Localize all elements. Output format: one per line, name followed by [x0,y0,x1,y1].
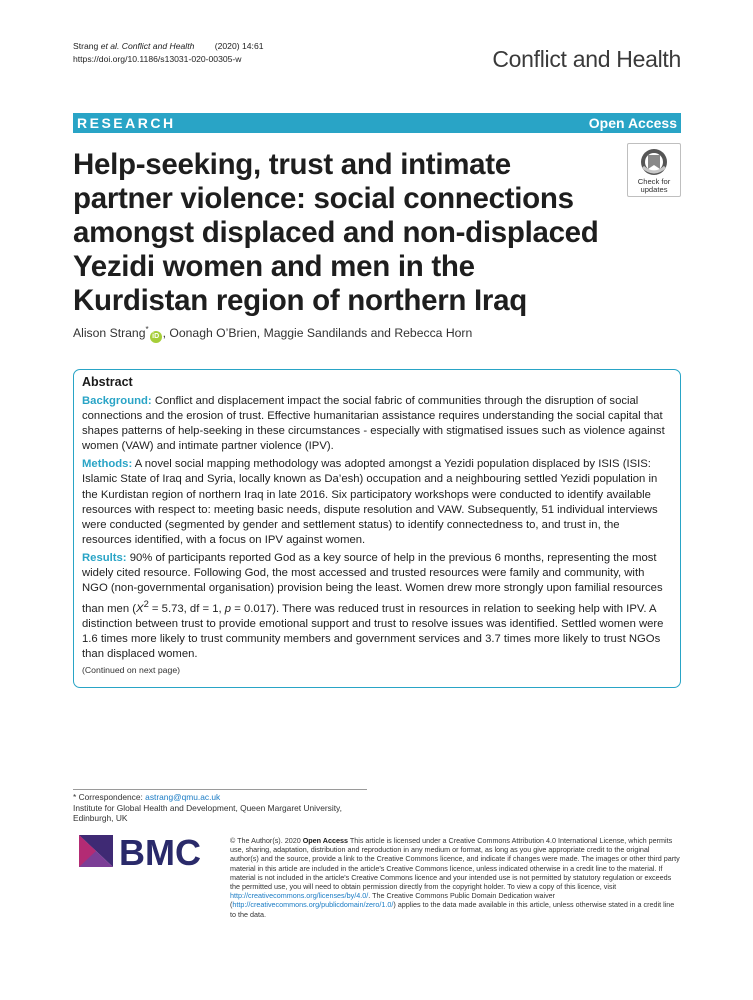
bmc-logo-text: BMC [119,832,201,869]
header-year-volume: (2020) 14:61 [214,41,264,51]
correspondence-block [73,792,373,824]
abstract-background [82,394,671,454]
orcid-icon[interactable]: iD [150,331,162,343]
results-text-2: = 5.73, df = 1, [148,602,225,615]
author-others: , Oonagh O’Brien, Maggie Sandilands and Rebecca Horn [162,326,473,341]
results-p: p [224,602,232,615]
copyright-text: © The Author(s). 2020 [230,836,303,845]
header-et-al: et al. [100,41,120,51]
citation-line [73,40,264,53]
bmc-logo-icon [79,831,211,869]
check-for-updates-line2: updates [640,185,668,194]
correspondence-line [73,792,373,803]
header-author: Strang [73,41,99,51]
header-journal: Conflict and Health [121,41,195,51]
journal-name: Conflict and Health [492,46,681,72]
article-type-label: RESEARCH [77,115,176,131]
results-label: Results: [82,551,127,564]
abstract-box [73,369,681,688]
results-text-1: 90% of participants reported God as a key source of help in the previous 6 months, representing the most widely cited resource. Following God, the most accessed and trusted resources were family and community, with NGO (non-governmental organisation) provision being the least. Women drew more strongly upon familial resources than men ( [82,551,663,615]
abstract-heading: Abstract [82,375,133,389]
license-text-1: This article is licensed under a Creative Commons Attribution 4.0 International License, which permits use, sharing, adaptation, distribution and reproduction in any medium or format, as long as you give appropriate credit to the original author(s) and the source, provide a link to the Creative Commons licence, and indicate if changes were made. The images or other third party material in this article are included in the article's Creative Commons licence, unless indicated otherwise in a credit line to the material. If material is not included in the article's Creative Commons licence and your intended use is not permitted by statutory regulation or exceeds the permitted use, you will need to obtain permission directly from the copyright holder. To view a copy of this licence, visit [230,836,680,892]
license-statement [230,836,680,919]
correspondence-email[interactable]: astrang@qmu.ac.uk [145,792,221,802]
corresponding-mark: * [145,325,149,334]
abstract-methods [82,457,671,548]
methods-text: A novel social mapping methodology was adopted amongst a Yezidi population displaced by ISIS (ISIS: Islamic State of Iraq and Syria, locally known as Da’esh) occupation and a neighbouring settled Yezidi population in the Kurdistan region of northern Iraq in late 2016. Six participatory workshops were conducted to identify available resources with respect to: meeting basic needs, dispute resolution and VAW. Subsequently, 51 individual interviews were conducted (segmented by gender and settlement status) to identify connectedness to, and trust in, the resources identified, with a focus on IPV against women. [82,458,658,546]
article-type-banner [73,113,681,133]
methods-label: Methods: [82,458,133,471]
author-corresponding[interactable]: Alison Strang [73,326,146,341]
results-chi: X [136,602,144,615]
abstract-results [82,551,671,662]
check-for-updates-line1: Check for [637,177,671,186]
correspondence-label: * Correspondence: [73,792,146,802]
license-text-2: . The Creative Commons Public Domain Dedication waiver ( [230,891,556,910]
license-link-zero[interactable]: http://creativecommons.org/publicdomain/zero/1.0/ [232,900,394,910]
author-list [73,325,472,343]
license-open-access: Open Access [302,836,348,845]
affiliation: Institute for Global Health and Development, Queen Margaret University, Edinburgh, UK [73,802,342,824]
license-link-by[interactable]: http://creativecommons.org/licenses/by/4.0/ [230,891,369,901]
results-superscript: 2 [143,598,149,610]
bmc-logo [79,831,211,874]
check-for-updates-badge[interactable] [627,143,681,197]
check-for-updates-icon [639,147,669,177]
article-title: Help-seeking, trust and intimate partner violence: social connections amongst displaced and non-displaced Yezidi women and men in the Kurdistan region of northern Iraq [73,148,599,317]
footnote-divider [73,789,367,790]
license-text-3: ) applies to the data made available in this article, unless otherwise stated in a credit line to the data. [230,900,675,919]
continued-note: (Continued on next page) [82,665,181,676]
background-label: Background: [82,395,152,407]
running-header [73,40,264,66]
doi-link[interactable]: https://doi.org/10.1186/s13031-020-00305-w [73,54,242,64]
background-text: Conflict and displacement impact the social fabric of communities through the disruption of social connections and the erosion of trust. Effective humanitarian assistance requires understanding the social capital that shapes patterns of help-seeking in these circumstances - especially with stigmatised issues such as violence against women (VAW) and intimate partner violence (IPV). [82,395,665,453]
results-text-3: = 0.017). There was reduced trust in resources in relation to seeking help with IPV. A distinction between trust to provide emotional support and trust to resolve issues was identified. Settled women were 1.6 times more likely to trust community members and government services and 3.7 times more likely to trust NGOs than displaced women. [82,602,664,661]
open-access-label: Open Access [588,115,677,131]
